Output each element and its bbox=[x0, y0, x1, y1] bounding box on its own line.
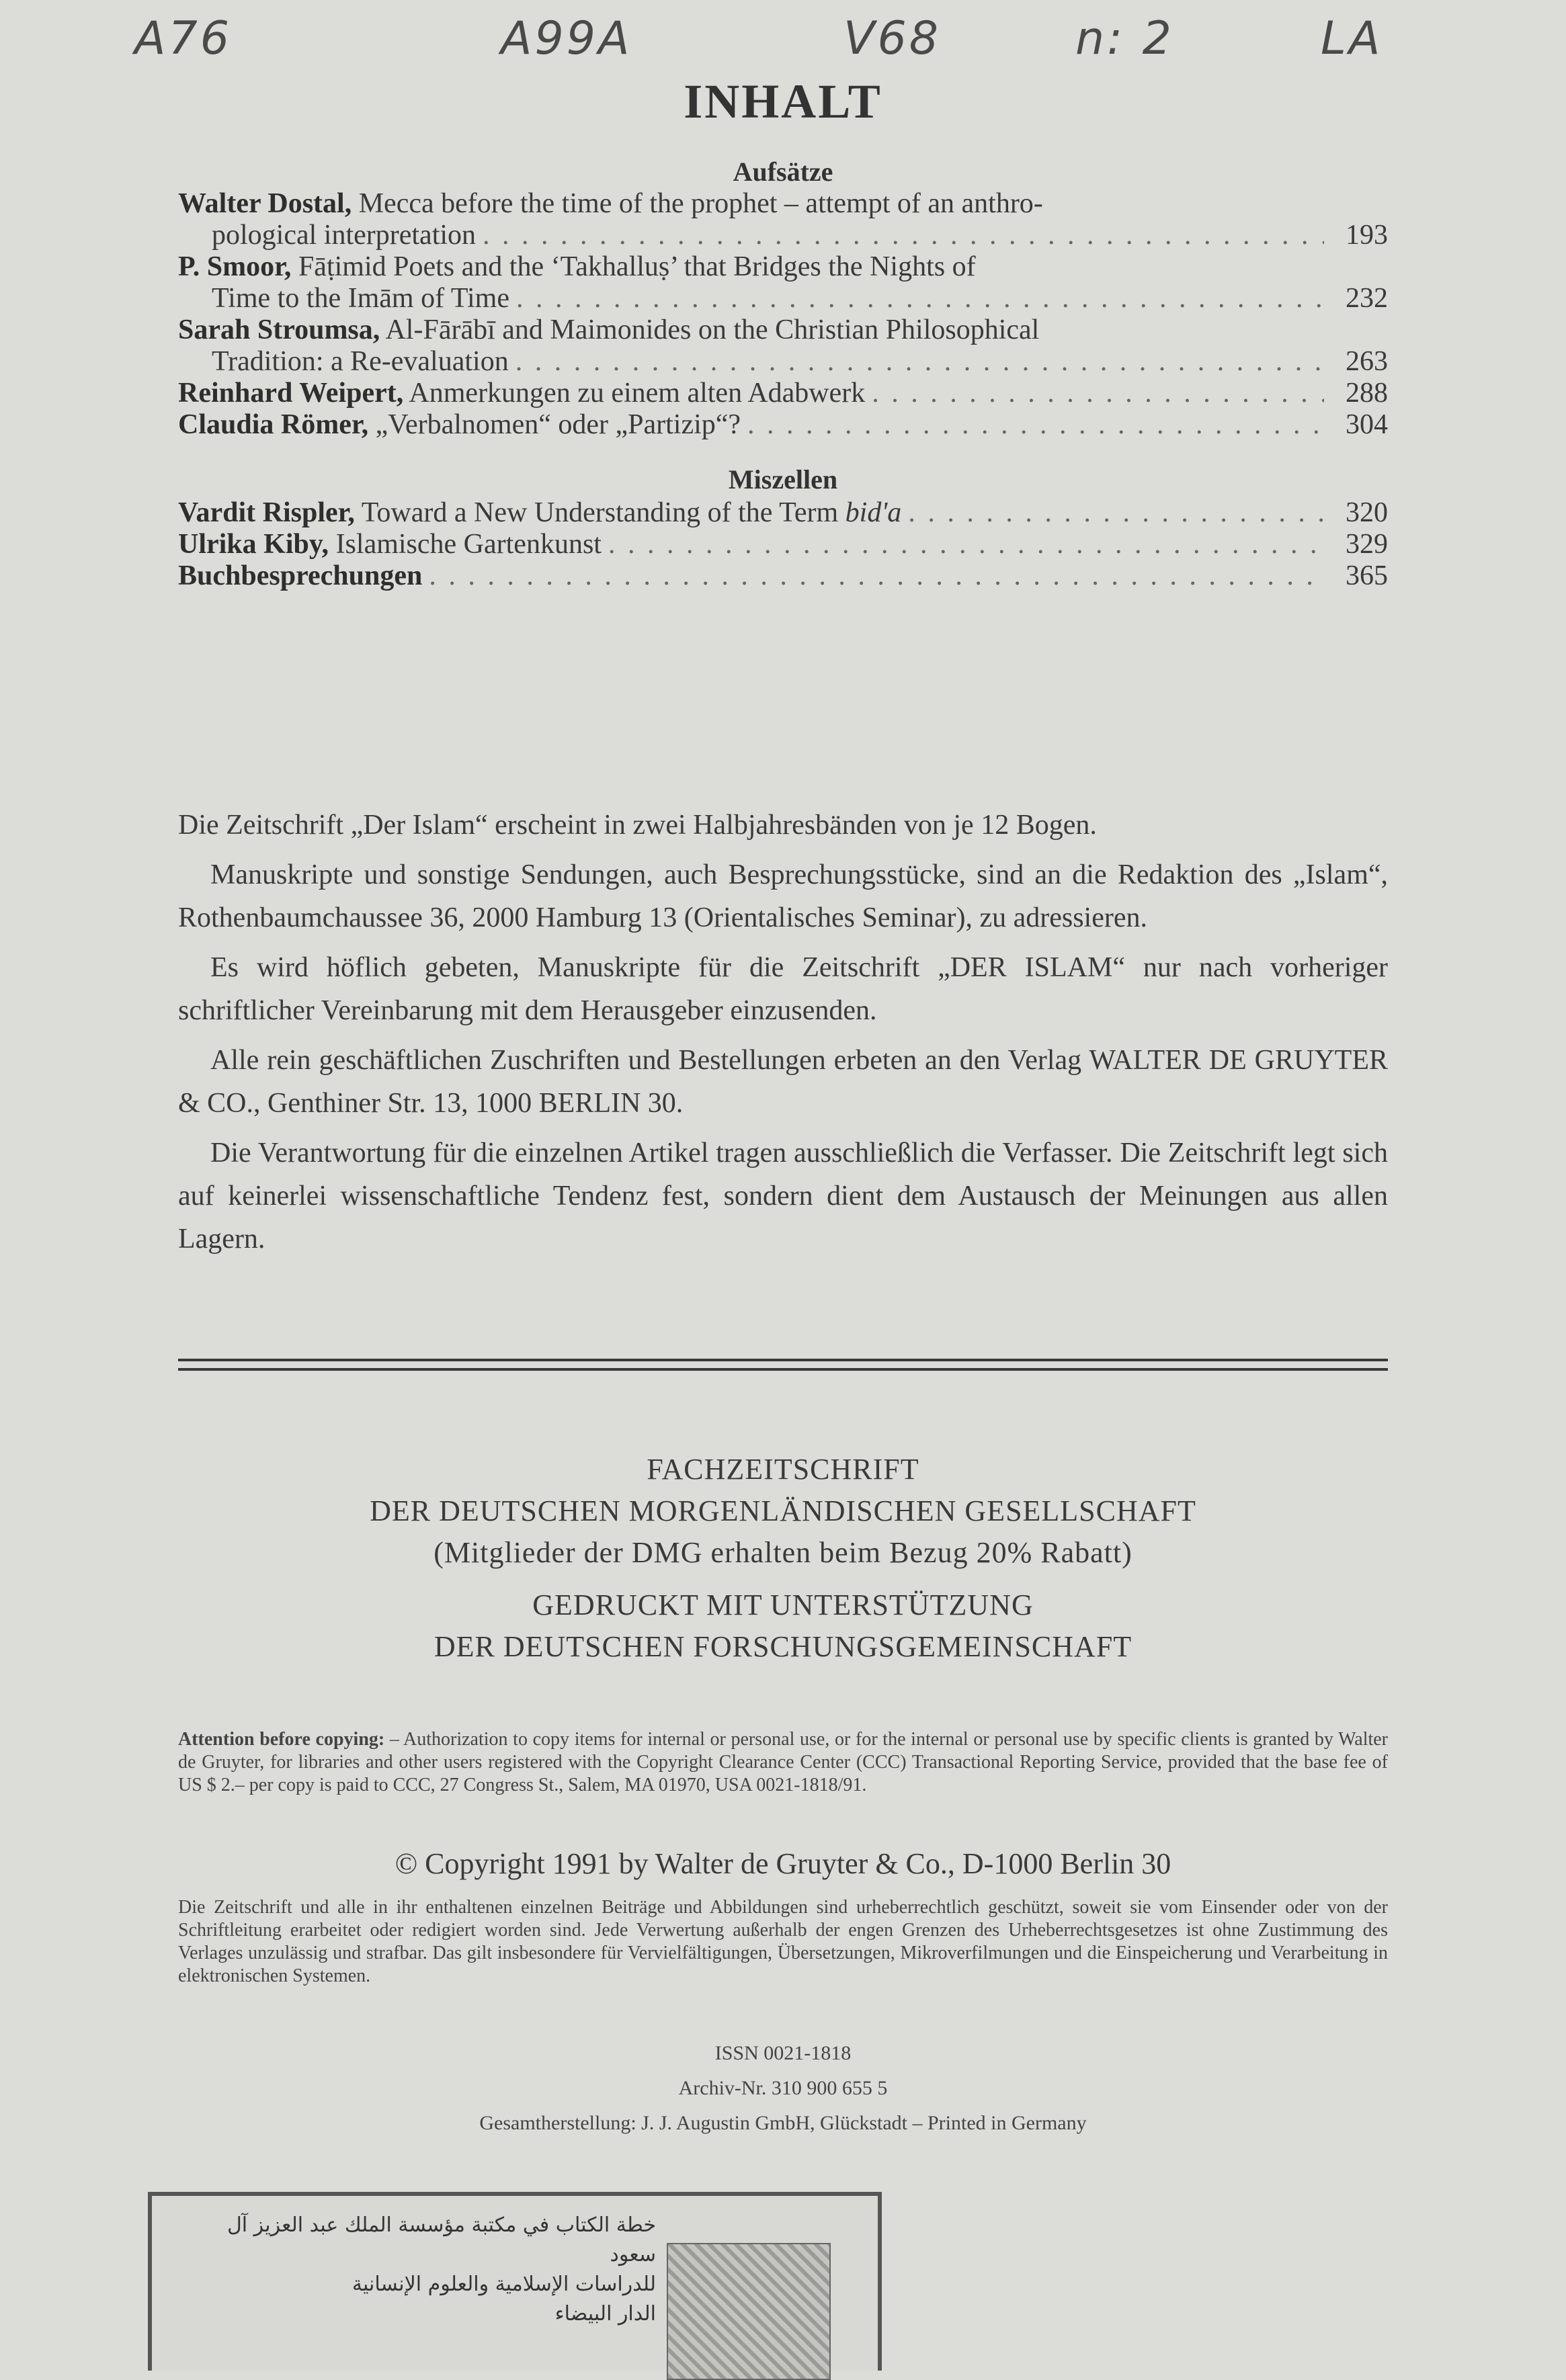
toc-page: 288 bbox=[1346, 378, 1388, 409]
fach-line: GEDRUCKT MIT UNTERSTÜTZUNG bbox=[532, 1588, 1034, 1621]
note-paragraph: Die Verantwortung für die einzelnen Artikel tragen ausschließlich die Verfasser. Die Zeitschrift legt sich auf keinerlei wissenschaftliche Tendenz fest, sondern dient dem Austausch der Meinungen aus allen Lagern. bbox=[178, 1138, 1388, 1255]
toc-page: 329 bbox=[1346, 529, 1388, 560]
aufsaetze-heading: Aufsätze bbox=[733, 157, 833, 187]
toc-title-cont: pological interpretation bbox=[212, 220, 477, 251]
note-paragraph: Alle rein geschäftlichen Zuschriften und Bestellungen erbeten an den Verlag WALTER DE GRUYTER & CO., Genthiner Str. 13, 1000 BERLIN 30. bbox=[178, 1045, 1388, 1119]
toc-title-cont: Tradition: a Re-evaluation bbox=[212, 346, 509, 377]
toc-entry bbox=[178, 251, 1388, 314]
library-stamp bbox=[148, 2192, 882, 2371]
handwritten-note-2: A99A bbox=[501, 12, 632, 65]
note-paragraph: Manuskripte und sonstige Sendungen, auch Besprechungsstücke, sind an die Redaktion des „Islam“, Rothenbaumchaussee 36, 2000 Hamburg 13 (Orientalisches Seminar), zu adressieren. bbox=[178, 859, 1388, 933]
toc-author: Reinhard Weipert, bbox=[178, 378, 404, 409]
rights-notice: Die Zeitschrift und alle in ihr enthaltenen einzelnen Beiträge und Abbildungen sind urheberrechtlich geschützt, soweit sie vom Einsender oder von der Schriftleitung erarbeitet oder redigiert worden sind. Jede Verwertung außerhalb der engen Grenzen des Urheberrechtsgesetzes ist ohne Zustimmung des Verlages unzulässig und strafbar. Das gilt insbesondere für Vervielfältigungen, Übersetzungen, Mikroverfilmungen und die Einspeicherung und Verarbeitung in elektronischen Systemen. bbox=[178, 1897, 1388, 1986]
publication-meta bbox=[0, 2036, 1566, 2141]
toc-page: 304 bbox=[1346, 409, 1388, 440]
handwritten-note-1: A76 bbox=[134, 12, 233, 65]
handwritten-note-5: LA bbox=[1321, 12, 1383, 65]
note-paragraph: Es wird höflich gebeten, Manuskripte für die Zeitschrift „DER ISLAM“ nur nach vorheriger schriftlicher Vereinbarung mit dem Herausgeber einzusenden. bbox=[178, 952, 1388, 1026]
fach-line: DER DEUTSCHEN FORSCHUNGSGEMEINSCHAFT bbox=[434, 1630, 1132, 1663]
toc-aufsaetze bbox=[178, 188, 1388, 441]
toc-title-italic: bid'a bbox=[845, 497, 902, 528]
stamp-text: خطة الكتاب في مكتبة مؤسسة الملك عبد العزيز آل سعود للدراسات الإسلامية والعلوم الإنسانية الدار البيضاء bbox=[227, 2213, 656, 2326]
toc-title: Anmerkungen zu einem alten Adabwerk bbox=[409, 378, 866, 409]
toc-page: 263 bbox=[1346, 346, 1388, 377]
toc-entry bbox=[178, 409, 1388, 441]
toc-entry bbox=[178, 497, 1388, 529]
toc-page: 232 bbox=[1346, 283, 1388, 314]
issn: ISSN 0021-1818 bbox=[714, 2042, 852, 2064]
toc-entry bbox=[178, 560, 1388, 592]
toc-title: Fāṭimid Poets and the ‘Takhalluṣ’ that Bridges the Nights of bbox=[298, 251, 976, 282]
toc-title: „Verbalnomen“ oder „Partizip“? bbox=[375, 409, 741, 440]
fach-line: (Mitglieder der DMG erhalten beim Bezug 20% Rabatt) bbox=[434, 1536, 1132, 1569]
handwritten-note-3: V68 bbox=[843, 12, 942, 65]
toc-miszellen bbox=[178, 497, 1388, 592]
toc-title: Mecca before the time of the prophet – attempt of an anthro- bbox=[358, 188, 1043, 219]
toc-author: Walter Dostal, bbox=[178, 188, 352, 219]
toc-page: 193 bbox=[1346, 220, 1388, 251]
toc-page: 365 bbox=[1346, 560, 1388, 591]
divider-bottom bbox=[178, 1368, 1388, 1371]
toc-author: Sarah Stroumsa, bbox=[178, 314, 380, 345]
note-paragraph: Die Zeitschrift „Der Islam“ erscheint in zwei Halbjahresbänden von je 12 Bogen. bbox=[178, 810, 1097, 841]
toc-title: Al-Fārābī and Maimonides on the Christian Philosophical bbox=[385, 314, 1040, 345]
fach-line: FACHZEITSCHRIFT bbox=[647, 1453, 919, 1486]
fachzeitschrift-block bbox=[0, 1449, 1566, 1668]
fach-line: DER DEUTSCHEN MORGENLÄNDISCHEN GESELLSCHAFT bbox=[370, 1494, 1196, 1527]
archiv-number: Archiv-Nr. 310 900 655 5 bbox=[678, 2077, 888, 2099]
publication-notes bbox=[178, 804, 1388, 1267]
handwritten-note-4: n: 2 bbox=[1075, 12, 1174, 65]
toc-entry bbox=[178, 378, 1388, 409]
attention-text: – Authorization to copy items for internal or personal use, or for the internal or personal use by specific clients is granted by Walter de Gruyter, for libraries and other users registered with the Copyright Clearance Center (CCC) Transactional Reporting Service, provided that the base fee of US $ 2.– per copy is paid to CCC, 27 Congress St., Salem, MA 01970, USA 0021-1818/91. bbox=[178, 1729, 1388, 1795]
printer-line: Gesamtherstellung: J. J. Augustin GmbH, Glückstadt – Printed in Germany bbox=[479, 2112, 1087, 2134]
page-title: INHALT bbox=[684, 75, 882, 128]
toc-title: Toward a New Understanding of the Term bbox=[361, 497, 839, 528]
copyright-line: © Copyright 1991 by Walter de Gruyter & Co., D-1000 Berlin 30 bbox=[395, 1847, 1171, 1880]
divider-top bbox=[178, 1359, 1388, 1361]
toc-entry bbox=[178, 529, 1388, 560]
toc-author: P. Smoor, bbox=[178, 251, 292, 282]
toc-title: Islamische Gartenkunst bbox=[335, 529, 602, 560]
attention-notice bbox=[178, 1728, 1388, 1797]
toc-author: Buchbesprechungen bbox=[178, 560, 423, 591]
toc-page: 320 bbox=[1346, 497, 1388, 528]
toc-title-cont: Time to the Imām of Time bbox=[212, 283, 509, 314]
toc-author: Vardit Rispler, bbox=[178, 497, 355, 528]
toc-author: Ulrika Kiby, bbox=[178, 529, 329, 560]
toc-entry bbox=[178, 314, 1388, 378]
toc-author: Claudia Römer, bbox=[178, 409, 369, 440]
toc-entry bbox=[178, 188, 1388, 251]
attention-label: Attention before copying: bbox=[178, 1729, 385, 1750]
stamp-seal-image bbox=[667, 2243, 831, 2380]
miszellen-heading: Miszellen bbox=[728, 464, 838, 495]
